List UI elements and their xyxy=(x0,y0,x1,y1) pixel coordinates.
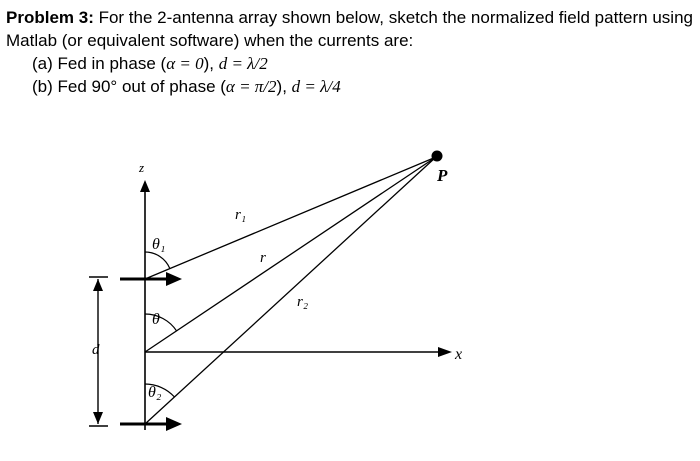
d-arrowhead-top xyxy=(93,279,103,291)
statement-line1: For the 2-antenna array shown below, sketch the normalized field pattern using xyxy=(93,8,693,27)
part-b-prefix: (b) Fed 90° out of phase ( xyxy=(32,77,226,96)
ray-r1 xyxy=(145,157,436,279)
r-label: r xyxy=(260,250,266,266)
theta-label: θ xyxy=(152,311,160,328)
r2-label: r₂ xyxy=(297,294,309,310)
part-a-d: d = λ/2 xyxy=(218,54,268,73)
d-arrowhead-bottom xyxy=(93,412,103,424)
theta1-label: θ₁ xyxy=(152,236,166,253)
theta2-label: θ₂ xyxy=(148,384,162,401)
antenna-2-arrowhead xyxy=(166,417,182,431)
part-b-d: d = λ/4 xyxy=(291,77,341,96)
part-a-prefix: (a) Fed in phase ( xyxy=(32,54,167,73)
r1-label: r₁ xyxy=(235,207,247,223)
ray-r xyxy=(145,157,436,352)
problem-label: Problem 3: xyxy=(6,8,94,27)
x-axis-label: x xyxy=(455,346,463,363)
ray-r2 xyxy=(145,157,436,424)
part-b-alpha: α = π/2 xyxy=(225,77,277,96)
statement-line2: Matlab (or equivalent software) when the currents are: xyxy=(6,31,414,50)
z-axis-label: z xyxy=(139,160,145,175)
d-label: d xyxy=(92,342,100,358)
point-p-label: P xyxy=(437,166,448,185)
x-axis-arrowhead xyxy=(438,347,452,357)
theta-arc xyxy=(145,314,177,331)
part-b-sep: ), xyxy=(276,77,292,96)
part-a-sep: ), xyxy=(203,54,219,73)
theta1-arc xyxy=(145,252,170,268)
part-a-alpha: α = 0 xyxy=(166,54,204,73)
antenna-1-arrowhead xyxy=(166,272,182,286)
point-p-marker xyxy=(432,151,443,162)
z-axis-arrowhead xyxy=(140,180,150,192)
